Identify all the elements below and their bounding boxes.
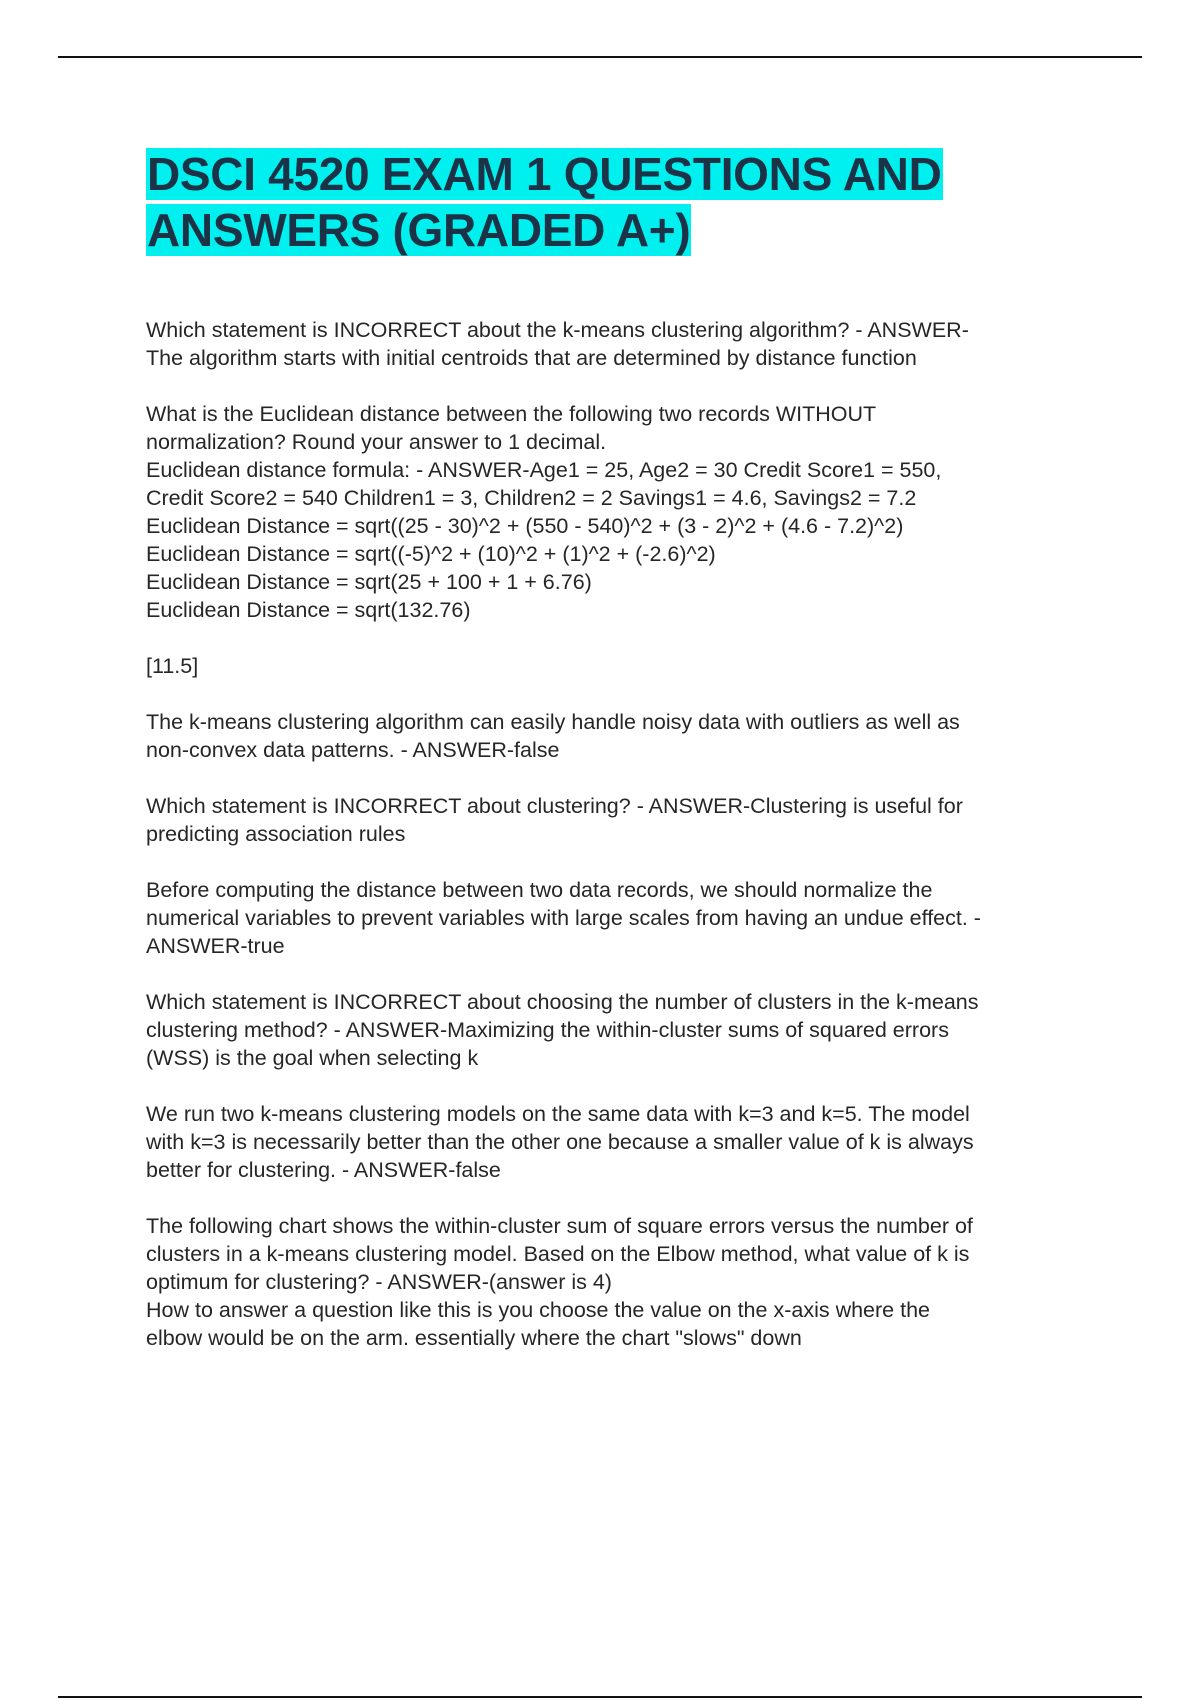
qa-block: [146, 708, 1106, 764]
text-line: non-convex data patterns. - ANSWER-false: [146, 738, 560, 762]
text-line: ANSWER-true: [146, 934, 285, 958]
text-line: numerical variables to prevent variables with large scales from having an undue effect. -: [146, 906, 981, 930]
text-line: normalization? Round your answer to 1 decimal.: [146, 430, 607, 454]
text-line: We run two k-means clustering models on the same data with k=3 and k=5. The model: [146, 1102, 970, 1126]
text-line: Which statement is INCORRECT about choosing the number of clusters in the k-means: [146, 990, 979, 1014]
text-line: Credit Score2 = 540 Children1 = 3, Children2 = 2 Savings1 = 4.6, Savings2 = 7.2: [146, 486, 917, 510]
text-line: Euclidean Distance = sqrt(132.76): [146, 598, 471, 622]
text-line: Euclidean distance formula: - ANSWER-Age1 = 25, Age2 = 30 Credit Score1 = 550,: [146, 458, 942, 482]
text-line: (WSS) is the goal when selecting k: [146, 1046, 479, 1070]
text-line: Euclidean Distance = sqrt((-5)^2 + (10)^2 + (1)^2 + (-2.6)^2): [146, 542, 716, 566]
qa-block: [146, 876, 1106, 960]
text-line: elbow would be on the arm. essentially where the chart "slows" down: [146, 1326, 802, 1350]
text-line: The following chart shows the within-cluster sum of square errors versus the number of: [146, 1214, 973, 1238]
text-line: predicting association rules: [146, 822, 406, 846]
text-line: The k-means clustering algorithm can easily handle noisy data with outliers as well as: [146, 710, 960, 734]
text-line: optimum for clustering? - ANSWER-(answer is 4): [146, 1270, 612, 1294]
text-line: What is the Euclidean distance between the following two records WITHOUT: [146, 402, 877, 426]
qa-block: [146, 792, 1106, 848]
title-line: ANSWERS (GRADED A+): [147, 204, 691, 256]
text-line: Before computing the distance between two data records, we should normalize the: [146, 878, 933, 902]
text-line: clustering method? - ANSWER-Maximizing the within-cluster sums of squared errors: [146, 1018, 949, 1042]
qa-block: [146, 1212, 1106, 1352]
text-line: with k=3 is necessarily better than the other one because a smaller value of k is always: [146, 1130, 974, 1154]
document-title: [146, 146, 1106, 258]
text-line: Which statement is INCORRECT about clustering? - ANSWER-Clustering is useful for: [146, 794, 963, 818]
text-line: The algorithm starts with initial centroids that are determined by distance function: [146, 346, 917, 370]
answer-value: [146, 652, 1106, 680]
text-line: Which statement is INCORRECT about the k-means clustering algorithm? - ANSWER-: [146, 318, 969, 342]
qa-block: [146, 400, 1106, 624]
document-body: [146, 146, 1106, 1380]
text-line: Euclidean Distance = sqrt((25 - 30)^2 + (550 - 540)^2 + (3 - 2)^2 + (4.6 - 7.2)^2): [146, 514, 904, 538]
text-line: better for clustering. - ANSWER-false: [146, 1158, 501, 1182]
qa-block: [146, 988, 1106, 1072]
qa-block: [146, 1100, 1106, 1184]
text-line: [11.5]: [146, 654, 199, 678]
text-line: How to answer a question like this is you choose the value on the x-axis where the: [146, 1298, 930, 1322]
text-line: clusters in a k-means clustering model. Based on the Elbow method, what value of k is: [146, 1242, 970, 1266]
footer-rule: [58, 1696, 1142, 1698]
header-rule: [58, 56, 1142, 58]
qa-block: [146, 316, 1106, 372]
text-line: Euclidean Distance = sqrt(25 + 100 + 1 + 6.76): [146, 570, 592, 594]
title-line: DSCI 4520 EXAM 1 QUESTIONS AND: [147, 148, 942, 200]
